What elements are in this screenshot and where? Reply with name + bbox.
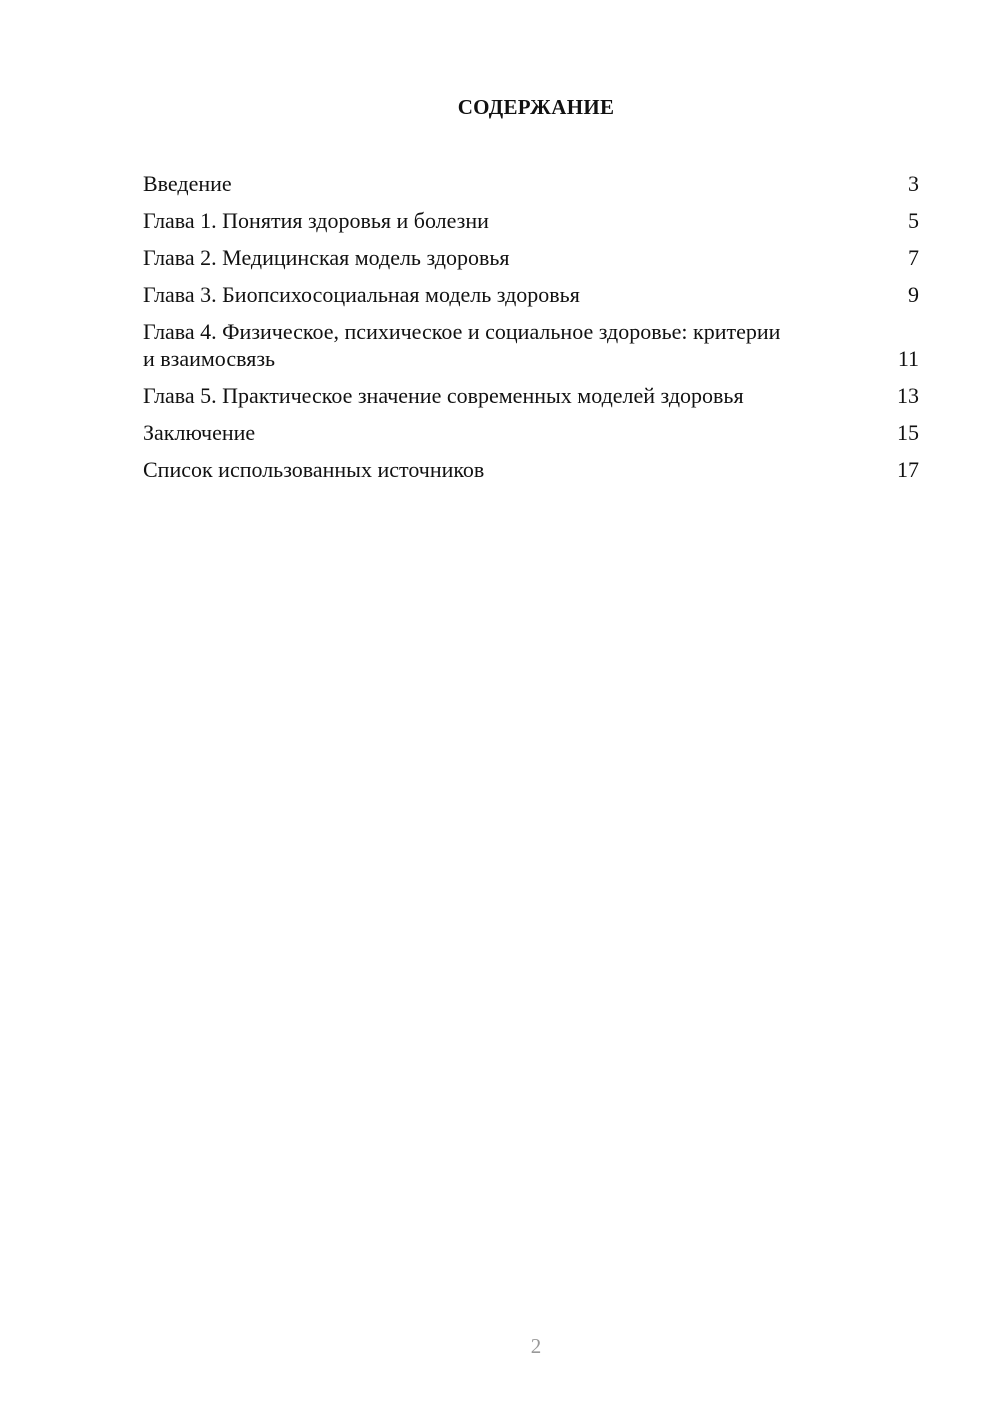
toc-entry-page: 5: [908, 208, 919, 233]
toc-entry-chapter-1: [143, 207, 919, 234]
toc-entry-title: Глава 3. Биопсихосоциальная модель здоровья: [143, 282, 580, 307]
toc-entry-title: Глава 1. Понятия здоровья и болезни: [143, 208, 489, 233]
toc-entry-page: 15: [897, 420, 919, 445]
toc-entry-page: 13: [897, 383, 919, 408]
toc-entry-introduction: [143, 170, 919, 197]
toc-entry-title: Заключение: [143, 420, 256, 445]
toc-entry-page: 7: [908, 245, 919, 270]
toc-entry-chapter-4: [143, 318, 919, 372]
toc-entry-page: 11: [897, 346, 919, 371]
page-number: 2: [530, 1334, 542, 1358]
toc-entry-title: Глава 2. Медицинская модель здоровья: [143, 245, 510, 270]
toc-entry-title: Введение: [143, 171, 232, 196]
toc-entry-chapter-3: [143, 281, 919, 308]
table-of-contents: [143, 170, 919, 493]
toc-entry-page: 17: [897, 457, 919, 482]
toc-entry-title: Глава 4. Физическое, психическое и социальное здоровье: критерии и взаимосвязь: [143, 319, 781, 371]
toc-entry-page: 3: [908, 171, 919, 196]
toc-entry-title: Глава 5. Практическое значение современных моделей здоровья: [143, 383, 744, 408]
toc-entry-conclusion: [143, 419, 919, 446]
toc-entry-chapter-2: [143, 244, 919, 271]
toc-entry-title: Список использованных источников: [143, 457, 485, 482]
toc-entry-chapter-5: [143, 382, 919, 409]
page-title: СОДЕРЖАНИЕ: [457, 95, 615, 119]
toc-entry-references: [143, 456, 919, 483]
toc-entry-page: 9: [908, 282, 919, 307]
